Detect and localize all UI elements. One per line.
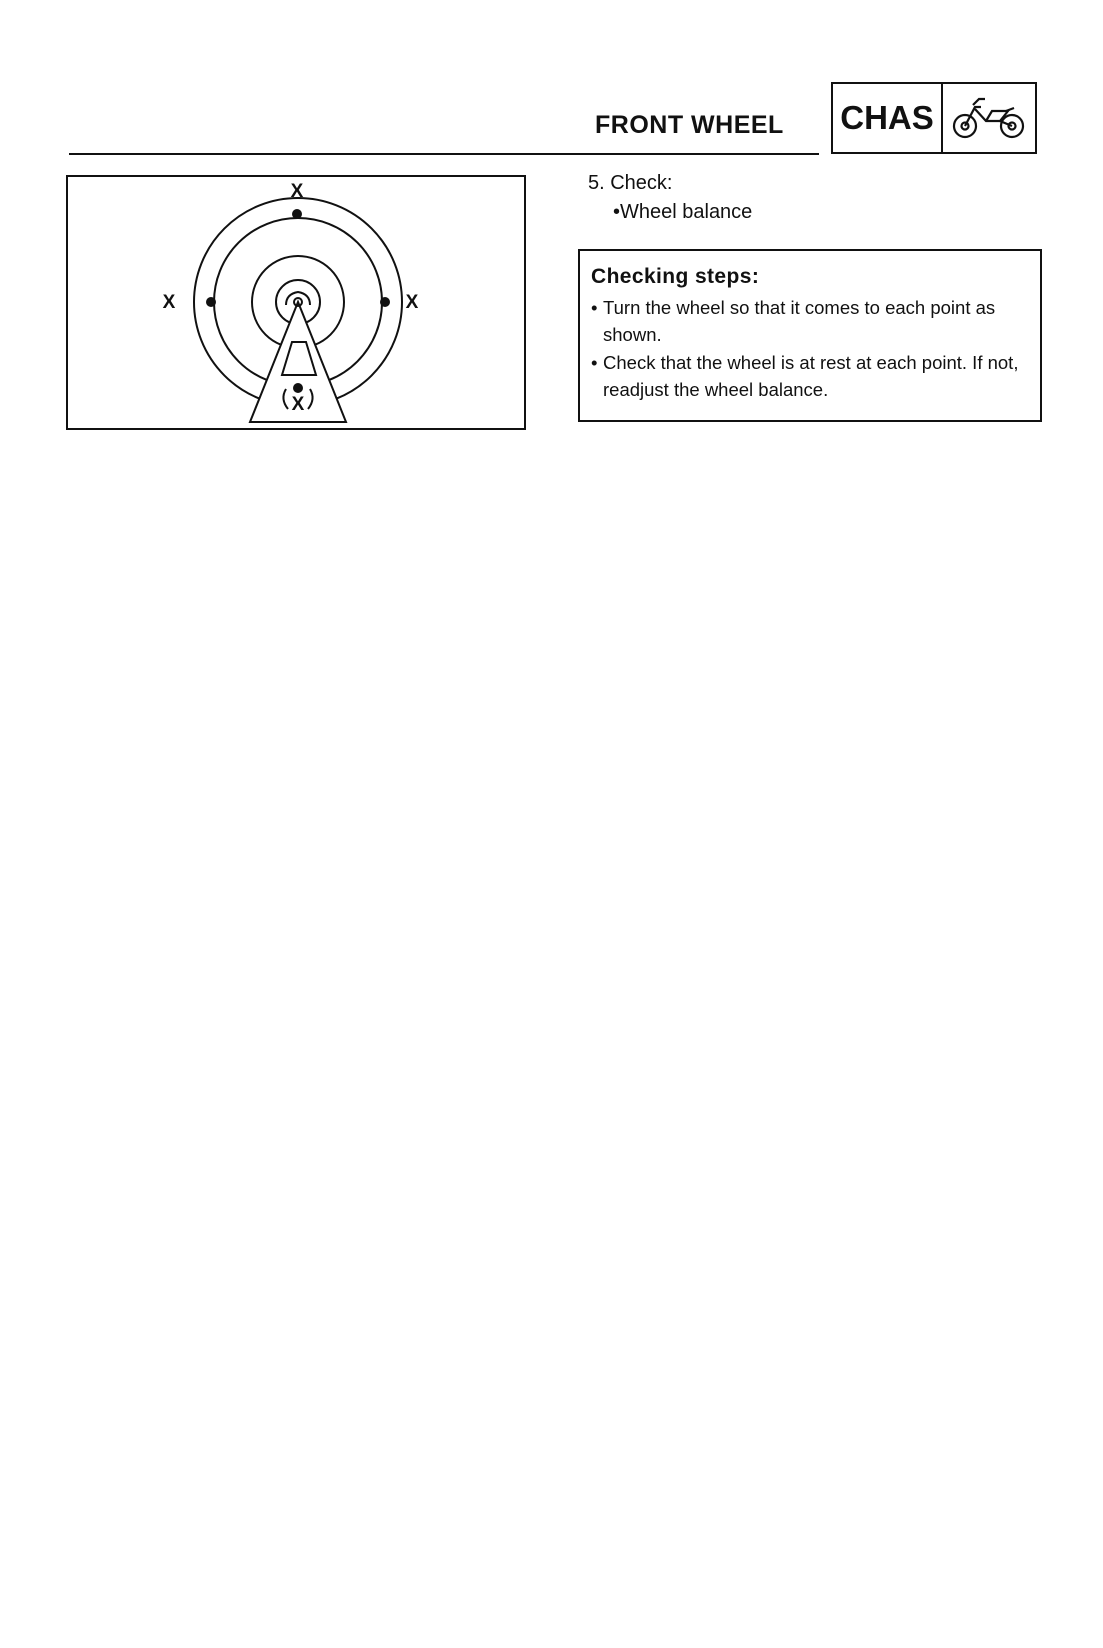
list-item-text: Turn the wheel so that it comes to each point as shown. [603, 297, 996, 345]
balance-point-top [292, 209, 302, 219]
section-badge [831, 82, 1037, 154]
checking-steps-box [578, 249, 1042, 422]
marker-right: X [405, 292, 419, 313]
balance-point-right [380, 297, 390, 307]
step-item: •Wheel balance [613, 201, 753, 223]
section-code: CHAS [833, 84, 943, 152]
page-title: FRONT WHEEL [595, 111, 784, 139]
list-item [591, 294, 1030, 348]
header-divider [69, 153, 819, 155]
balance-point-left [206, 297, 216, 307]
list-item-text: Check that the wheel is at rest at each point. If not, readjust the wheel balance. [603, 352, 1019, 400]
bullet: • [591, 297, 598, 318]
marker-top: X [290, 181, 304, 202]
checking-steps-list [591, 294, 1030, 403]
list-item [591, 349, 1030, 403]
motorcycle-icon [943, 84, 1035, 152]
marker-bottom: X [291, 394, 305, 415]
balance-point-bottom [293, 383, 303, 393]
bullet: • [591, 352, 598, 373]
step-heading: 5. Check: [588, 172, 673, 194]
checking-steps-heading: Checking steps: [591, 265, 760, 288]
wheel-balance-figure [66, 175, 526, 430]
marker-left: X [162, 292, 176, 313]
